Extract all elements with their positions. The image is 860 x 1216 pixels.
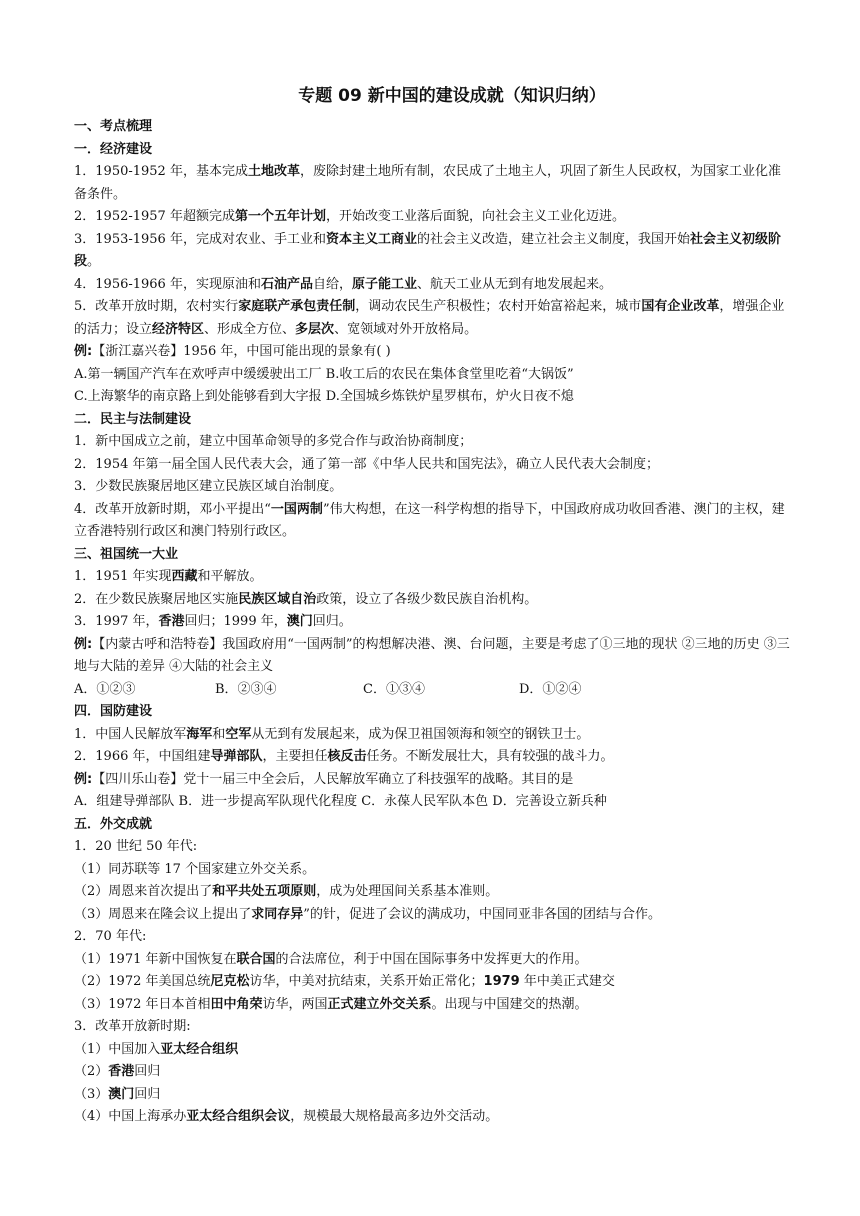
paragraph: 3．1997 年，香港回归；1999 年，澳门回归。 bbox=[74, 614, 352, 629]
list-item: （2）1972 年美国总统尼克松访华，中美对抗结束，关系开始正常化；1979 年中美正式建交 bbox=[74, 974, 615, 989]
example-options bbox=[74, 679, 790, 702]
list-item: （1）中国加入亚太经合组织 bbox=[74, 1041, 239, 1057]
paragraph: 2．1952-1957 年超额完成第一个五年计划，开始改变工业落后面貌，向社会主义工业化迈进。 bbox=[74, 209, 625, 224]
section-heading-economy: 一．经济建设 bbox=[74, 141, 153, 157]
list-item: （3）周恩来在隆会议上提出了求同存异”的针，促进了会议的满成功，中国同亚非各国的团结与合作。 bbox=[74, 906, 661, 922]
paragraph: 1．新中国成立之前，建立中国革命领导的多党合作与政治协商制度； bbox=[74, 434, 473, 449]
section-heading-reunification: 三、祖国统一大业 bbox=[74, 546, 179, 562]
list-item: （4）中国上海承办亚太经合组织会议，规模最大规格最高多边外交活动。 bbox=[74, 1109, 499, 1124]
example-question: 例:【内蒙古呼和浩特卷】我国政府用“一国两制”的构想解决港、澳、台问题，主要是考虑了①三地的现状 ②三地的历史 ③三地与大陆的差异 ④大陆的社会主义 bbox=[74, 636, 790, 674]
section-heading-diplomacy: 五．外交成就 bbox=[74, 816, 153, 832]
section-heading-main: 一、考点梳理 bbox=[74, 119, 153, 134]
sub-heading: 1．20 世纪 50 年代: bbox=[74, 839, 198, 854]
option-a: A．①②③ bbox=[74, 681, 136, 697]
example-question: 例:【四川乐山卷】党十一届三中全会后，人民解放军确立了科技强军的战略。其目的是 bbox=[74, 771, 574, 787]
list-item: （3）1972 年日本首相田中角荣访华，两国正式建立外交关系。出现与中国建交的热潮。 bbox=[74, 996, 588, 1012]
paragraph: 2．1966 年，中国组建导弹部队，主要担任核反击任务。不断发展壮大，具有较强的战斗力。 bbox=[74, 749, 614, 764]
paragraph: 2．1954 年第一届全国人民代表大会，通了第一部《中华人民共和国宪法》，确立人民代表大会制度； bbox=[74, 456, 659, 472]
paragraph: 1．1951 年实现西藏和平解放。 bbox=[74, 569, 263, 584]
list-item: （2）香港回归 bbox=[74, 1064, 161, 1079]
example-options: A．组建导弹部队 B．进一步提高军队现代化程度 C．永葆人民军队本色 D．完善设立新兵种 bbox=[74, 794, 607, 809]
list-item: （1）同苏联等 17 个国家建立外交关系。 bbox=[74, 861, 316, 877]
paragraph: 3．少数民族聚居地区建立民族区域自治制度。 bbox=[74, 479, 343, 494]
option-d: D．①②④ bbox=[519, 681, 582, 697]
list-item: （1）1971 年新中国恢复在联合国的合法席位，利于中国在国际事务中发挥更大的作用。 bbox=[74, 951, 588, 967]
option-c: C．①③④ bbox=[363, 681, 425, 697]
section-heading-defense: 四．国防建设 bbox=[74, 704, 153, 719]
list-item: （3）澳门回归 bbox=[74, 1086, 161, 1102]
document-title: 专题 09 新中国的建设成就（知识归纳） bbox=[298, 86, 606, 106]
example-question: 例:【浙江嘉兴卷】1956 年，中国可能出现的景象有( ) bbox=[74, 344, 391, 359]
paragraph: 1．中国人民解放军海军和空军从无到有发展起来，成为保卫祖国领海和领空的钢铁卫士。 bbox=[74, 726, 590, 742]
list-item: （2）周恩来首次提出了和平共处五项原则，成为处理国间关系基本准则。 bbox=[74, 884, 499, 899]
example-options: A.第一辆国产汽车在欢呼声中缓缓驶出工厂 B.收工后的农民在集体食堂里吃着“大锅饭” bbox=[74, 366, 574, 382]
paragraph: 4．改革开放新时期，邓小平提出“一国两制”伟大构想，在这一科学构想的指导下，中国政府成功收回香港、澳门的主权，建立香港特别行政区和澳门特别行政区。 bbox=[74, 501, 785, 539]
example-options: C.上海繁华的南京路上到处能够看到大字报 D.全国城乡炼铁炉星罗棋布，炉火日夜不熄 bbox=[74, 389, 574, 404]
document-page bbox=[74, 84, 790, 1129]
sub-heading: 3．改革开放新时期: bbox=[74, 1019, 191, 1034]
paragraph: 2．在少数民族聚居地区实施民族区域自治政策，设立了各级少数民族自治机构。 bbox=[74, 591, 538, 607]
sub-heading: 2．70 年代: bbox=[74, 929, 147, 944]
paragraph: 4．1956-1966 年，实现原油和石油产品自给，原子能工业、航天工业从无到有地发展起来。 bbox=[74, 276, 613, 292]
paragraph: 5．改革开放时期，农村实行家庭联产承包责任制，调动农民生产积极性；农村开始富裕起来，城市国有企业改革，增强企业的活力；设立经济特区、形成全方位、多层次、宽领域对外开放格局。 bbox=[74, 299, 785, 337]
option-b: B．②③④ bbox=[215, 681, 277, 697]
paragraph: 3．1953-1956 年，完成对农业、手工业和资本主义工商业的社会主义改造，建立社会主义制度，我国开始社会主义初级阶段。 bbox=[74, 231, 782, 269]
section-heading-democracy: 二．民主与法制建设 bbox=[74, 411, 192, 427]
paragraph: 1．1950-1952 年，基本完成土地改革，废除封建土地所有制，农民成了土地主人，巩固了新生人民政权，为国家工业化准备条件。 bbox=[74, 164, 781, 202]
